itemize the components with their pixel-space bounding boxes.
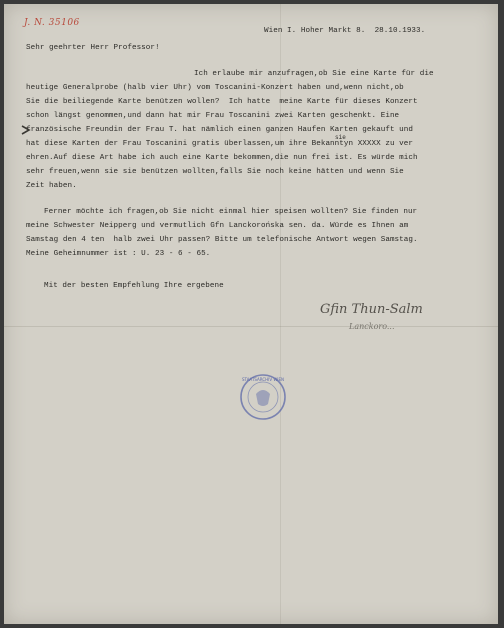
body-line: ehren.Auf diese Art habe ich auch eine Karte bekommen,die nun frei ist. Es würde mich xyxy=(26,154,418,162)
body-line: sehr freuen,wenn sie sie benützen wollten,falls Sie noch keine hätten und wenn Sie xyxy=(26,168,404,176)
stamp-text: STAATSARCHIV WIEN xyxy=(242,377,284,382)
signature-subline: Lanckoro... xyxy=(349,322,395,331)
archive-stamp-icon xyxy=(238,372,288,422)
body-line: französische Freundin der Frau T. hat nämlich einen ganzen Haufen Karten gekauft und xyxy=(26,126,413,134)
handwritten-signature: Gfin Thun-Salm xyxy=(320,302,423,317)
body-line: Samstag den 4 ten halb zwei Uhr passen? Bitte um telefonische Antwort wegen Samstag. xyxy=(26,236,418,244)
closing-line: Mit der besten Empfehlung Ihre ergebene xyxy=(44,282,224,290)
body-line: schon längst genommen,und dann hat mir Frau Toscanini zwei Karten geschenkt. Eine xyxy=(26,112,400,120)
body-line: Meine Geheimnummer ist : U. 23 - 6 - 65. xyxy=(26,250,211,258)
body-line: hat diese Karten der Frau Toscanini gratis überlassen,um ihre Bekanntyn XXXXX zu ver xyxy=(26,140,413,148)
body-line: Ferner möchte ich fragen,ob Sie nicht einmal hier speisen wollten? Sie finden nur xyxy=(44,208,418,216)
body-line: heutige Generalprobe (halb vier Uhr) vom Toscanini-Konzert haben und,wenn nicht,ob xyxy=(26,84,404,92)
salutation: Sehr geehrter Herr Professor! xyxy=(26,44,160,52)
paper-fold xyxy=(4,326,498,327)
letter-page xyxy=(4,4,498,624)
body-line: meine Schwester Neipperg und vermutlich Gfn Lanckorońska sen. da. Würde es Ihnen am xyxy=(26,222,409,230)
archive-reference-note: J. N. 35106 xyxy=(24,18,80,28)
paper-fold xyxy=(280,4,281,624)
body-line: Sie die beiliegende Karte benützen wollen? Ich hatte meine Karte für dieses Konzert xyxy=(26,98,418,106)
body-line: Zeit haben. xyxy=(26,182,77,190)
margin-mark-icon xyxy=(20,124,32,136)
body-line: Ich erlaube mir anzufragen,ob Sie eine Karte für die xyxy=(194,70,434,78)
interlinear-insert: sie xyxy=(335,134,346,141)
place-date-line: Wien I. Hoher Markt 8. 28.10.1933. xyxy=(264,27,426,35)
